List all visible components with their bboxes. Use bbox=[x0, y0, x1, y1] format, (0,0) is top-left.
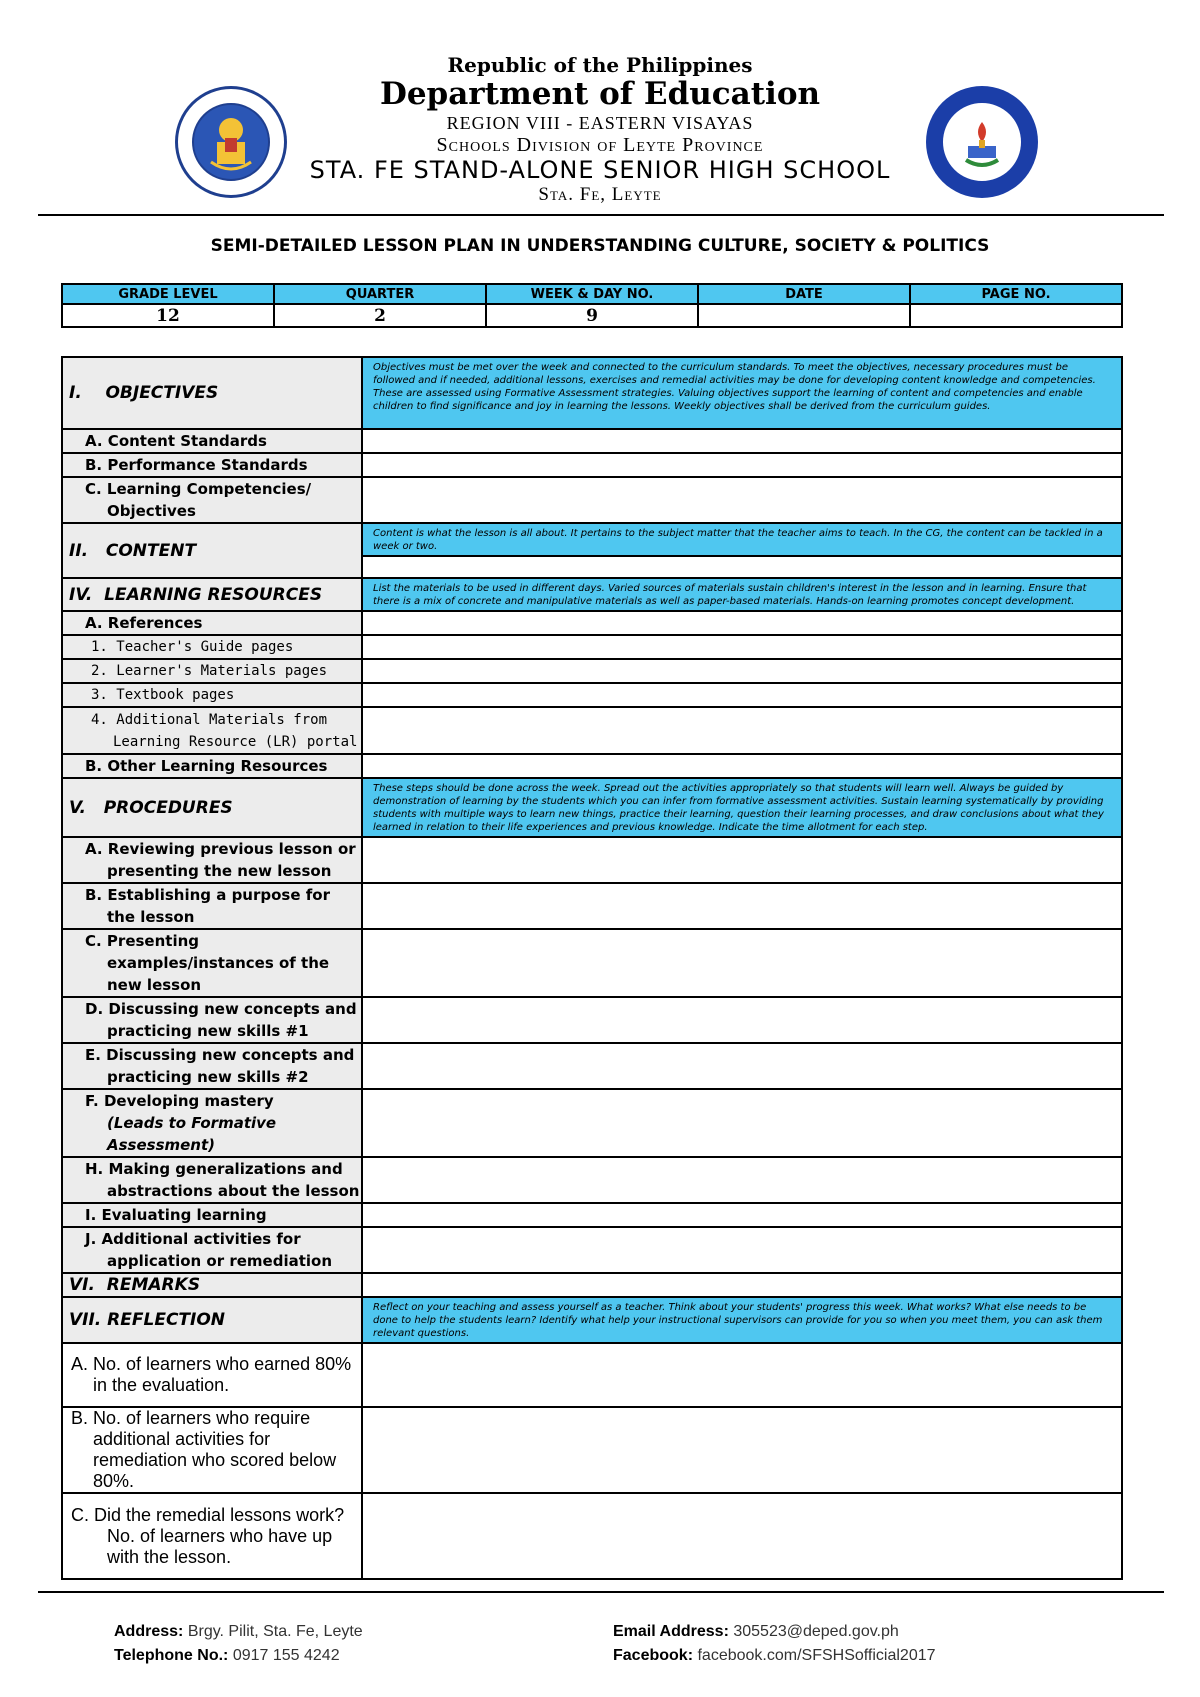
performance-standards-label: B. Performance Standards bbox=[62, 453, 362, 477]
additional-activities-cell bbox=[62, 1227, 362, 1273]
discussing-2-cell bbox=[62, 1043, 362, 1089]
address-value: Brgy. Pilit, Sta. Fe, Leyte bbox=[187, 1623, 363, 1640]
reflection-c-field[interactable] bbox=[362, 1493, 1122, 1579]
deped-seal-icon bbox=[173, 84, 289, 200]
discussing-1-field[interactable] bbox=[362, 997, 1122, 1043]
reflection-a-cell bbox=[62, 1343, 362, 1407]
resources-heading: IV. LEARNING RESOURCES bbox=[62, 578, 362, 611]
header-divider bbox=[38, 214, 1164, 216]
grade-level-value[interactable]: 12 bbox=[62, 304, 274, 327]
remarks-field[interactable] bbox=[362, 1273, 1122, 1297]
reviewing-field[interactable] bbox=[362, 837, 1122, 883]
content-note: Content is what the lesson is all about. It pertains to the subject matter that the teacher aims to teach. In the CG, the content can be tackled in a week or two. bbox=[362, 523, 1122, 556]
department-line: Department of Education bbox=[379, 76, 821, 112]
reflection-b-label: B. No. of learners who require additional activities for remediation who scored below 80%. bbox=[71, 1408, 337, 1491]
mastery-label: F. Developing mastery bbox=[85, 1092, 274, 1110]
content-field[interactable] bbox=[362, 556, 1122, 578]
letterhead bbox=[0, 0, 1200, 215]
reflection-section bbox=[62, 1297, 1122, 1343]
references-label: A. References bbox=[62, 611, 362, 635]
reflection-heading: VII. REFLECTION bbox=[62, 1297, 362, 1343]
school-seal-icon bbox=[924, 84, 1040, 200]
teachers-guide-field[interactable] bbox=[362, 635, 1122, 659]
presenting-cell bbox=[62, 929, 362, 997]
date-value[interactable] bbox=[698, 304, 910, 327]
objectives-heading: I. OBJECTIVES bbox=[62, 357, 362, 429]
reflection-b-cell bbox=[62, 1407, 362, 1493]
lesson-plan-table bbox=[61, 356, 1123, 1580]
week-day-header: WEEK & DAY NO. bbox=[486, 284, 698, 304]
performance-standards-field[interactable] bbox=[362, 453, 1122, 477]
additional-activities-label: J. Additional activities for application or remediation bbox=[85, 1230, 333, 1270]
teachers-guide-label: 1. Teacher's Guide pages bbox=[62, 635, 362, 659]
evaluating-label: I. Evaluating learning bbox=[62, 1203, 362, 1227]
mastery-field[interactable] bbox=[362, 1089, 1122, 1157]
division-line: Schools Division of Leyte Province bbox=[436, 134, 764, 156]
quarter-header: QUARTER bbox=[274, 284, 486, 304]
page-no-value[interactable] bbox=[910, 304, 1122, 327]
facebook-label: Facebook: bbox=[613, 1647, 694, 1664]
quarter-value[interactable]: 2 bbox=[274, 304, 486, 327]
presenting-label: C. Presenting examples/instances of the new lesson bbox=[85, 932, 330, 994]
discussing-2-label: E. Discussing new concepts and practicing new skills #2 bbox=[85, 1046, 355, 1086]
learning-competencies-field[interactable] bbox=[362, 477, 1122, 523]
procedures-heading: V. PROCEDURES bbox=[62, 778, 362, 837]
procedures-note: These steps should be done across the week. Spread out the activities appropriately so that students will learn well. Always be guided by demonstration of learning by the students which you can infer from formative assessment activities. Sustain learning systematically by providing students with multiple ways to learn new things, practice their learning, question their learning processes, and draw conclusions about what they learned in relation to their life experiences and previous knowledge. Indicate the time allotment for each step. bbox=[362, 778, 1122, 837]
additional-materials-label: 4. Additional Materials from Learning Resource (LR) portal bbox=[91, 711, 358, 750]
other-resources-label: B. Other Learning Resources bbox=[62, 754, 362, 778]
email-label: Email Address: bbox=[613, 1623, 729, 1640]
mastery-sub-label: (Leads to Formative Assessment) bbox=[107, 1114, 277, 1154]
additional-materials-field[interactable] bbox=[362, 707, 1122, 754]
establishing-cell bbox=[62, 883, 362, 929]
generalizations-cell bbox=[62, 1157, 362, 1203]
reflection-b-field[interactable] bbox=[362, 1407, 1122, 1493]
page-title: SEMI-DETAILED LESSON PLAN IN UNDERSTANDING CULTURE, SOCIETY & POLITICS bbox=[210, 236, 990, 256]
reviewing-label: A. Reviewing previous lesson or presenting the new lesson bbox=[85, 840, 356, 880]
reflection-a-field[interactable] bbox=[362, 1343, 1122, 1407]
generalizations-field[interactable] bbox=[362, 1157, 1122, 1203]
week-day-value[interactable]: 9 bbox=[486, 304, 698, 327]
mastery-cell bbox=[62, 1089, 362, 1157]
content-standards-field[interactable] bbox=[362, 429, 1122, 453]
objectives-note: Objectives must be met over the week and connected to the curriculum standards. To meet the objectives, necessary procedures must be followed and if needed, additional lessons, exercises and remedial activities may be done for developing content knowledge and competencies. These are assessed using Formative Assessment strategies. Valuing objectives support the learning of content and competencies and enable children to find significance and joy in learning the lessons. Weekly objectives shall be derived from the curriculum guides. bbox=[362, 357, 1122, 429]
learners-materials-field[interactable] bbox=[362, 659, 1122, 683]
textbook-pages-label: 3. Textbook pages bbox=[62, 683, 362, 707]
reviewing-cell bbox=[62, 837, 362, 883]
content-heading: II. CONTENT bbox=[62, 523, 362, 578]
grade-level-header: GRADE LEVEL bbox=[62, 284, 274, 304]
presenting-field[interactable] bbox=[362, 929, 1122, 997]
resources-note: List the materials to be used in different days. Varied sources of materials sustain children's interest in the lesson and in learning. Ensure that there is a mix of concrete and manipulative materials as well as paper-based materials. Hands-on learning promotes concept development. bbox=[362, 578, 1122, 611]
footer-contact-left bbox=[114, 1620, 363, 1668]
generalizations-label: H. Making generalizations and abstractions about the lesson bbox=[85, 1160, 360, 1200]
discussing-2-field[interactable] bbox=[362, 1043, 1122, 1089]
reflection-c-label: C. Did the remedial lessons work? bbox=[71, 1504, 345, 1525]
date-header: DATE bbox=[698, 284, 910, 304]
learning-competencies-label: C. Learning Competencies/ Objectives bbox=[85, 480, 312, 520]
email-value[interactable]: 305523@deped.gov.ph bbox=[733, 1623, 899, 1640]
textbook-pages-field[interactable] bbox=[362, 683, 1122, 707]
resources-section bbox=[62, 578, 1122, 611]
page-no-header: PAGE NO. bbox=[910, 284, 1122, 304]
learners-materials-label: 2. Learner's Materials pages bbox=[62, 659, 362, 683]
school-line: STA. FE STAND-ALONE SENIOR HIGH SCHOOL bbox=[309, 156, 891, 184]
reflection-c-cell bbox=[62, 1493, 362, 1579]
reflection-a-label: A. No. of learners who earned 80% in the evaluation. bbox=[71, 1354, 352, 1395]
facebook-value[interactable]: facebook.com/SFSHSofficial2017 bbox=[697, 1647, 936, 1664]
lesson-info-table bbox=[61, 283, 1123, 328]
establishing-field[interactable] bbox=[362, 883, 1122, 929]
reflection-note: Reflect on your teaching and assess yourself as a teacher. Think about your students' progress this week. What works? What else needs to be done to help the students learn? Identify what help your instructional supervisors can provide for you so when you meet them, you can ask them relevant questions. bbox=[362, 1297, 1122, 1343]
republic-line: Republic of the Philippines bbox=[447, 53, 753, 77]
other-resources-field[interactable] bbox=[362, 754, 1122, 778]
town-line: Sta. Fe, Leyte bbox=[538, 184, 662, 205]
address-label: Address: bbox=[114, 1623, 184, 1640]
region-line: REGION VIII - EASTERN VISAYAS bbox=[446, 113, 754, 133]
phone-value: 0917 155 4242 bbox=[232, 1647, 340, 1664]
content-standards-label: A. Content Standards bbox=[62, 429, 362, 453]
discussing-1-cell bbox=[62, 997, 362, 1043]
reflection-c-sub-label: No. of learners who have up with the lesson. bbox=[107, 1525, 333, 1567]
objectives-section bbox=[62, 357, 1122, 429]
establishing-label: B. Establishing a purpose for the lesson bbox=[85, 886, 330, 926]
additional-activities-field[interactable] bbox=[362, 1227, 1122, 1273]
evaluating-field[interactable] bbox=[362, 1203, 1122, 1227]
footer-divider bbox=[38, 1591, 1164, 1593]
phone-label: Telephone No.: bbox=[114, 1647, 229, 1664]
learning-competencies-cell bbox=[62, 477, 362, 523]
remarks-heading: VI. REMARKS bbox=[62, 1273, 362, 1297]
procedures-section bbox=[62, 778, 1122, 837]
discussing-1-label: D. Discussing new concepts and practicing new skills #1 bbox=[85, 1000, 357, 1040]
additional-materials-cell bbox=[62, 707, 362, 754]
content-section bbox=[62, 523, 1122, 556]
references-field[interactable] bbox=[362, 611, 1122, 635]
footer-contact-right bbox=[613, 1620, 936, 1668]
